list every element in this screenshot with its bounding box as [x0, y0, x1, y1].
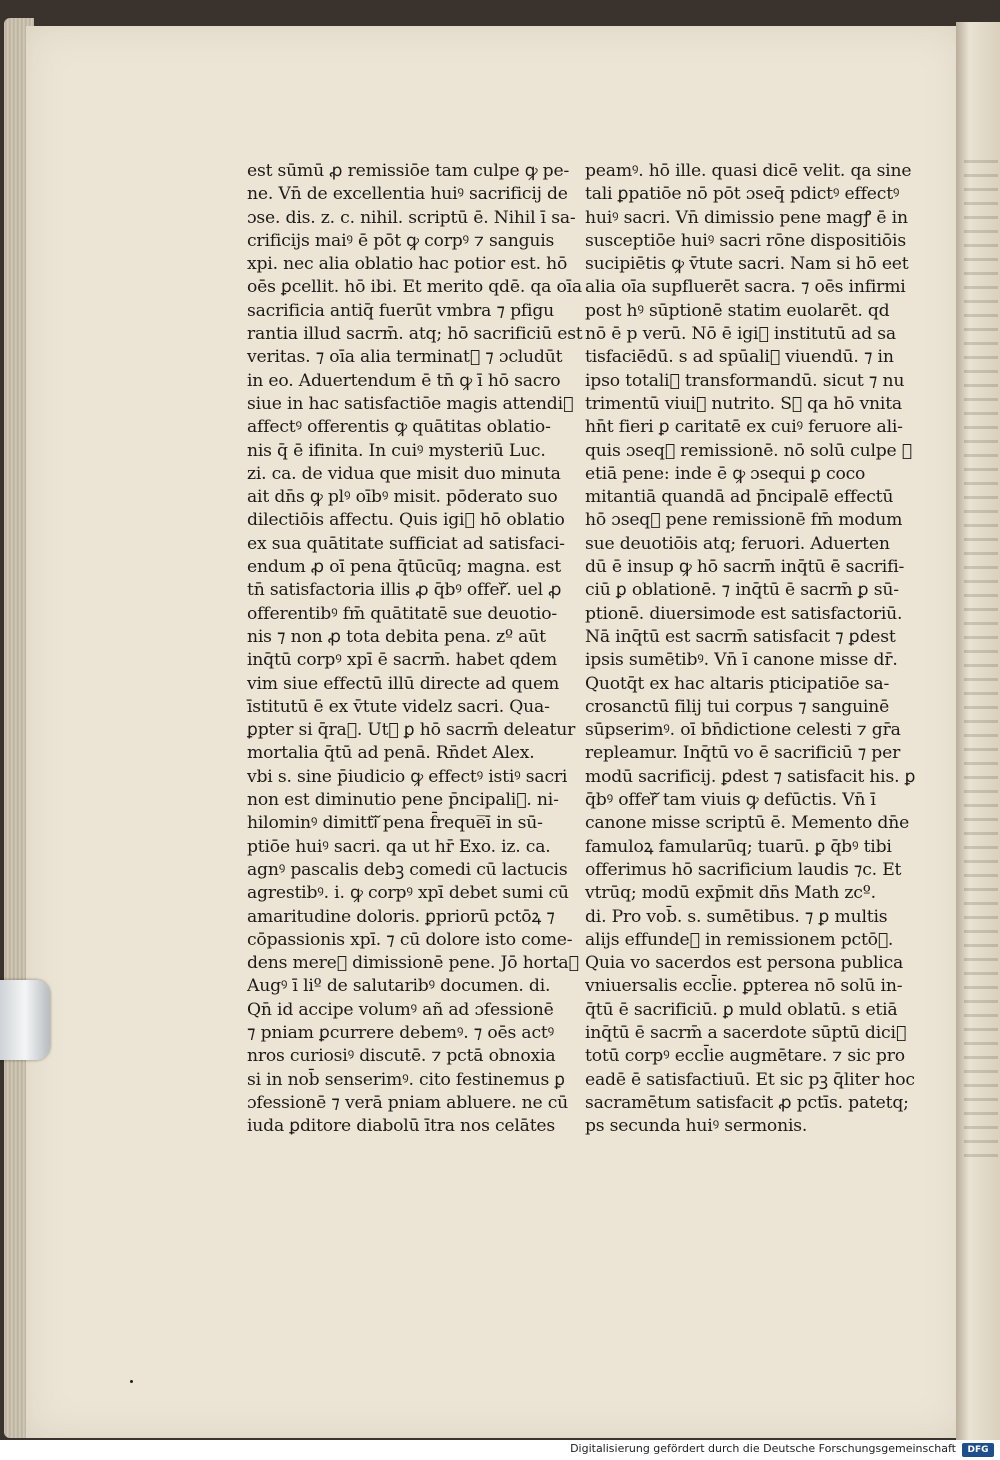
text-line: ptionē. diuersimode est satisfactoriū. — [585, 603, 903, 624]
text-line: offerimus hō sacrificium laudis ⁊c. Et — [585, 859, 902, 880]
text-line: famuloꝝ famularūq; tuarū. ꝑ q̄bꝰ tibi — [585, 836, 892, 857]
text-line: nis ⁊ non ꝓ tota debita pena. zº aūt — [247, 626, 546, 647]
text-line: endum ꝓ oī pena q̄tūcūq; magna. est — [247, 557, 561, 578]
text-line: tisfaciēdū. s ad spūaliᷓ viuendū. ⁊ in — [585, 347, 894, 368]
text-line: quis ɔseqᷓ remissionē. nō solū culpe ꝭ — [585, 440, 912, 461]
text-line: hō ɔseqᷓ pene remissionē fm̄ modum — [585, 510, 903, 531]
text-line: hn̄t fieri ꝑ caritatē ex cuiꝰ feruore ali- — [585, 417, 903, 438]
text-line: non est diminutio pene p̄ncipaliᷓ. ni- — [247, 790, 559, 811]
text-line: q̄bꝰ offerᷓ tam viuis ꝙ defūctis. Vn̄ ī — [585, 790, 876, 811]
text-line: inq̄tū ē sacrm̄ a sacerdote sūptū diciᷓ — [585, 1022, 907, 1043]
text-line: ipso totaliᷓ transformandū. sicut ⁊ nu — [585, 370, 905, 391]
text-line: tali ꝑpatiōe nō pōt ɔseq̄ pdictꝰ effectꝰ — [585, 184, 900, 205]
text-line: ciū ꝑ oblationē. ⁊ inq̄tū ē sacrm̄ ꝑ sū- — [585, 580, 899, 601]
text-line: huiꝰ sacri. Vn̄ dimissio pene magꝭ ē in — [585, 207, 908, 228]
text-line: ⁊ pniam ꝑcurrere debemꝰ. ⁊ oēs actꝰ — [247, 1022, 554, 1043]
text-line: ex sua quātitate sufficiat ad satisfaci- — [247, 533, 565, 554]
text-line: Qn̄ id accipe volumꝰ añ ad ɔfessionē — [247, 999, 554, 1020]
text-line: dilectiōis affectu. Quis igiᷓ hō oblatio — [247, 510, 565, 531]
text-line: repleamur. Inq̄tū vo ē sacrificiū ⁊ per — [585, 743, 901, 764]
text-line: si in nob̄ senserimꝰ. cito festinemus ꝑ — [247, 1069, 565, 1090]
text-line: dens mereᷓ dimissionē pene. Jō hortaᷓ — [247, 953, 579, 974]
text-line: Quotq̄t ex hac altaris pticipatiōe sa- — [585, 673, 890, 694]
facing-page-text-fragment — [964, 160, 998, 1160]
text-line: affectꝰ offerentis ꝙ quātitas oblatio- — [247, 417, 551, 438]
text-line: dū ē insup ꝙ hō sacrm̄ inq̄tū ē sacrifi- — [585, 557, 905, 578]
funding-credit: Digitalisierung gefördert durch die Deutsche Forschungsgemeinschaft — [570, 1442, 956, 1455]
text-line: Augꝰ ī liº de salutaribꝰ documen. di. — [247, 976, 551, 997]
text-line: mitantiā quandā ad p̄ncipalē effectū — [585, 487, 894, 508]
text-line: īstitutū ē ex v̄tute videlz sacri. Qua- — [247, 696, 550, 717]
text-line: ɔfessionē ⁊ verā pniam abluere. ne cū — [247, 1092, 569, 1113]
text-line: xpi. nec alia oblatio hac potior est. hō — [247, 254, 568, 275]
text-line: susceptiōe huiꝰ sacri rōne dispositiōis — [585, 230, 906, 251]
text-line: offerentibꝰ fm̄ quātitatē sue deuotio- — [247, 603, 557, 624]
text-line: vbi s. sine p̄iudicio ꝙ effectꝰ istiꝰ sacri — [247, 766, 568, 787]
text-line: agnꝰ pascalis debꝫ comedi cū lactucis — [247, 859, 568, 880]
text-line: in eo. Aduertendum ē tn̄ ꝙ ī hō sacro — [247, 370, 561, 391]
text-line: Nā inq̄tū est sacrm̄ satisfacit ⁊ ꝑdest — [585, 626, 896, 647]
text-line: ne. Vn̄ de excellentia huiꝰ sacrificij de — [247, 184, 568, 205]
text-line: nis q̄ ē ifinita. In cuiꝰ mysteriū Luc. — [247, 440, 546, 461]
text-line: Quia vo sacerdos est persona publica — [585, 953, 904, 974]
text-column-right — [585, 160, 916, 1138]
text-line: di. Pro vob̄. s. sumētibus. ⁊ ꝑ multis — [585, 906, 888, 927]
text-column-left — [247, 160, 583, 1138]
text-line: cōpassionis xpī. ⁊ cū dolore isto come- — [247, 929, 573, 950]
text-line: ait dn̄s ꝙ plꝰ oībꝰ misit. pōderato suo — [247, 487, 558, 508]
text-line: sacramētum satisfacit ꝓ pctīs. patetq; — [585, 1092, 909, 1113]
text-line: alia oīa supfluerēt sacra. ⁊ oēs infirmi — [585, 277, 906, 298]
text-line: iuda ꝑditore diabolū ītra nos celātes — [247, 1116, 555, 1137]
text-line: ps secunda huiꝰ sermonis. — [585, 1116, 808, 1137]
ink-mark — [130, 1380, 133, 1383]
text-line: tn̄ satisfactoria illis ꝓ q̄bꝰ offerᷓ. uel ꝓ — [247, 580, 562, 601]
text-line: oēs ꝑcellit. hō ibi. Et merito qdē. qa oīa — [247, 277, 582, 298]
text-line: ɔse. dis. z. c. nihil. scriptū ē. Nihil ī sa- — [247, 207, 576, 228]
dfg-logo-icon[interactable]: DFG — [962, 1443, 994, 1457]
text-line: rantia illud sacrm̄. atq; hō sacrificiū est — [247, 324, 583, 345]
text-line: vniuersalis eccl̄ie. ꝑpterea nō solū in- — [585, 976, 903, 997]
text-line: veritas. ⁊ oīa alia terminatᷓ ⁊ ɔcludūt — [247, 347, 563, 368]
text-line: peamꝰ. hō ille. quasi dicē velit. qa sine — [585, 161, 912, 181]
text-line: vtrūq; modū exp̄mit dn̄s Math zcº. — [585, 883, 876, 904]
text-line: etiā pene: inde ē ꝙ ɔsequi ꝑ coco — [585, 463, 866, 484]
text-line: crificijs maiꝰ ē pōt ꝙ corpꝰ ⁊ sanguis — [247, 230, 555, 251]
text-line: post hꝰ sūptionē statim euolarēt. qd — [585, 300, 890, 321]
text-line: agrestibꝰ. i. ꝙ corpꝰ xpī debet sumi cū — [247, 883, 569, 904]
text-line: crosanctū filij tui corpus ⁊ sanguinē — [585, 696, 890, 717]
text-line: sue deuotiōis atq; feruori. Aduerten — [585, 533, 890, 554]
text-line: canone misse scriptū ē. Memento dn̄e — [585, 813, 910, 834]
text-line: ipsis sumētibꝰ. Vn̄ ī canone misse dr̄. — [585, 650, 898, 671]
text-line: ꝑpter si q̄raᷓ. Utꝝ ꝑ hō sacrm̄ deleatur — [247, 720, 576, 741]
text-line: trimentū viuiᷓ nutrito. Sꝫ qa hō vnita — [585, 393, 902, 414]
text-line: mortalia q̄tū ad penā. Rn̄det Alex. — [247, 743, 535, 764]
text-line: hilominꝰ dimittiᷓ pena f̄reque̅ī in sū- — [247, 813, 543, 834]
text-line: vim siue effectū illū directe ad quem — [247, 673, 560, 694]
text-line: sucipiētis ꝙ v̄tute sacri. Nam si hō eet — [585, 254, 909, 275]
text-line: siue in hac satisfactiōe magis attendiᷓ — [247, 393, 574, 414]
text-line: nō ē p verū. Nō ē igiᷓ institutū ad sa — [585, 324, 896, 345]
text-line: modū sacrificij. ꝑdest ⁊ satisfacit his. ꝑ — [585, 766, 916, 787]
text-line: est sūmū ꝓ remissiōe tam culpe ꝙ pe- — [247, 161, 570, 181]
text-line: eadē ē satisfactiuū. Et sic pꝫ q̄liter hoc — [585, 1069, 915, 1090]
text-line: sacrificia antiq̄ fuerūt vmbra ⁊ pfigu — [247, 300, 555, 321]
text-line: inq̄tū corpꝰ xpī ē sacrm̄. habet qdem — [247, 650, 557, 671]
page-clip — [0, 980, 50, 1060]
text-line: q̄tū ē sacrificiū. ꝑ muld oblatū. s etiā — [585, 999, 898, 1020]
text-line: totū corpꝰ eccl̄ie augmētare. ⁊ sic pro — [585, 1046, 905, 1067]
text-line: alijs effundeᷓ in remissionem pctōꝝ. — [585, 929, 894, 950]
text-line: amaritudine doloris. ꝑpriorū pctōꝝ ⁊ — [247, 906, 555, 927]
text-line: nros curiosiꝰ discutē. ⁊ pctā obnoxia — [247, 1046, 556, 1067]
text-line: sūpserimꝰ. oī bn̄dictione celesti ⁊ gr̄a — [585, 720, 901, 741]
text-line: zi. ca. de vidua que misit duo minuta — [247, 463, 561, 484]
text-line: ptiōe huiꝰ sacri. qa ut hr̄ Exo. iz. ca. — [247, 836, 551, 857]
footer-bar — [0, 1440, 1000, 1460]
